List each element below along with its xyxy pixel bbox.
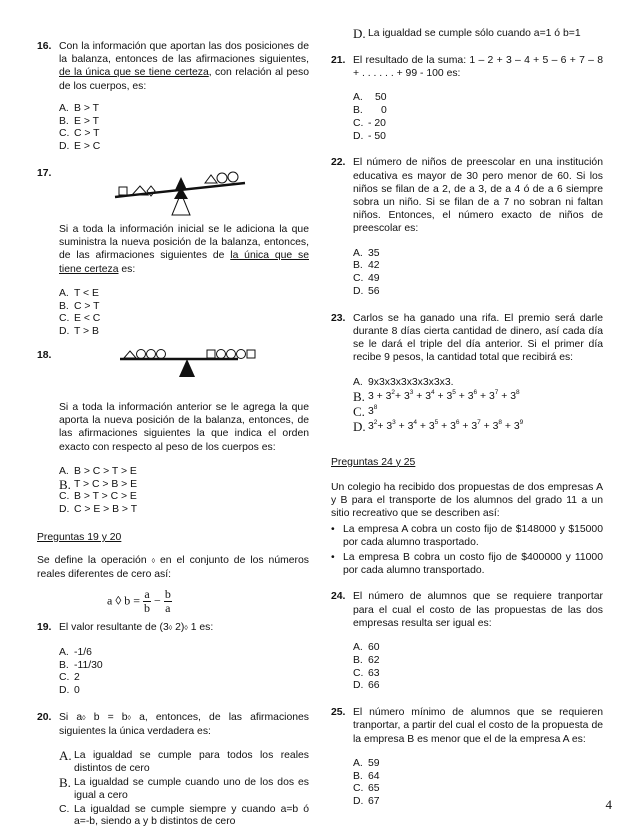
power-base: 3 [368,406,374,418]
option-letter: A. [353,642,363,654]
option-letter: C. [59,313,70,325]
question-text-end: , con relación al peso de los cuerpos, es: [59,67,309,92]
operation-symbol: ◊ [151,558,156,566]
option-letter: B. [353,770,363,782]
question-number: 23. [331,312,346,324]
bullet-icon: • [331,523,335,535]
option-letter: D. [59,685,70,697]
option-letter: D. [353,680,364,692]
option-text: C > T [74,300,100,312]
question-number: 24. [331,591,346,603]
option-letter: B. [353,389,365,405]
option [59,313,309,326]
question-25 [331,706,603,746]
question-number: 16. [37,41,52,52]
option-letter: D. [353,130,364,142]
question-22 [331,156,603,235]
page-number: 4 [605,797,612,812]
option-text: 2 [74,672,80,684]
option-letter: D. [353,419,366,434]
fraction-b-over-a [164,588,172,615]
option-text: 63 [368,667,380,679]
options-24 [353,642,603,693]
option-letter: D. [353,26,366,41]
option-letter: D. [59,141,70,153]
question-16 [37,40,309,93]
option [353,286,603,299]
question-text-end: a, entonces, de las afirmaciones siguientes la única verdadera es: [59,712,309,738]
option [353,642,603,655]
option-letter: D. [353,286,364,297]
option-text: T < E [74,287,99,299]
left-column [37,40,309,826]
option-text: $3 + 3^2+ 3^3 + 3^4 + 3^5 + 3^6 + 3^7 + 3^8$ [368,388,520,403]
question-18 [37,401,309,454]
option-text: 0 [74,685,80,697]
option [353,92,603,105]
option-letter: C. [353,117,364,129]
section-heading-24-25: Preguntas 24 y 25 [331,456,416,468]
option-letter: C. [59,128,70,140]
option [353,771,603,784]
question-number: 19. [37,621,52,633]
option-text: E > C [74,141,101,153]
option [353,377,603,390]
question-17-header [37,167,309,225]
option-text: 0 [381,105,387,116]
balance-scale-figure [87,167,257,219]
fraction-numerator: a [144,586,150,601]
option-text: 9x3x3x3x3x3x3x3. [368,376,454,388]
question-21 [331,54,603,80]
option-text: 67 [368,796,380,808]
fraction-a-over-b [143,588,151,615]
option [59,777,309,803]
option [59,804,309,826]
operation-symbol: ◊ [82,715,86,722]
option [353,668,603,681]
option-text: B > T [74,102,99,114]
option-letter: B. [59,115,69,127]
option [59,476,309,492]
bullet-item [331,523,603,549]
option [59,647,309,660]
bullet-item [331,551,603,577]
option [353,758,603,771]
option [59,491,309,504]
option [59,128,309,141]
formula-lhs: a ◊ b = [107,592,141,607]
option [353,403,603,420]
option [353,28,603,41]
option-text: 60 [368,642,380,654]
option-letter: C. [353,783,364,795]
option [353,680,603,693]
option-text: La igualdad se cumple para todos los reales distintos de cero [74,750,309,775]
question-underlined: de la única que se tiene certeza [59,67,209,79]
option-letter: B. [59,659,69,671]
option [353,796,603,809]
question-number: 21. [331,54,346,66]
option-text: 62 [368,654,380,666]
option-text: B > C > T > E [74,465,137,477]
operation-symbol: ◊ [168,624,173,632]
option-text: -11/30 [74,659,103,671]
option [59,685,309,698]
question-text-mid: b = b [85,712,128,723]
option-text: E > T [74,115,99,127]
option-letter: D. [59,326,70,338]
option [353,118,603,131]
option-letter: B. [59,300,69,312]
option-letter: C. [59,491,70,503]
operation-symbol: ◊ [127,715,131,722]
formula [107,588,309,615]
option-text: 66 [368,680,380,692]
option-letter: A. [353,757,363,769]
option-letter: C. [353,273,364,285]
option-letter: A. [59,748,72,764]
bullet-list [331,523,603,578]
option-letter: A. [353,376,363,388]
option [59,301,309,314]
option [353,105,603,118]
options-17 [59,288,309,339]
option-text: 65 [368,783,380,795]
option-letter: B. [353,260,363,272]
option-letter: C. [353,667,364,679]
question-number: 22. [331,157,346,169]
option [59,672,309,685]
definition-text: Se define la operación [37,555,152,567]
option-text: La igualdad se cumple siempre y cuando a=b ó a=-b, siendo a y b distintos de cero [74,803,309,826]
option [353,260,603,273]
option-letter: B. [59,476,71,492]
question-text-end: es: [118,263,136,275]
bullet-icon: • [331,552,335,564]
question-text: Carlos se ha ganado una rifa. El premio será darle durante 8 días cierta cantidad de dinero, así cada día se le dará el triple del día anterior. Si el primer día recibe 9 pesos, la cantidad total que recibirá es: [353,312,603,364]
option-letter: C. [59,803,70,815]
question-text: El número de alumnos que se requiere tranportar para el cual el costo de las propuestas de las dos empresas resulta ser igual es: [353,591,603,629]
minus-sign: − [154,592,161,607]
option-text: 35 [368,247,380,259]
intro-paragraph: Un colegio ha recibido dos propuestas de dos empresas A y B para el transporte de los alumnos del grado 11 a un sitio recreativo que se describen así: [331,482,603,520]
option [353,131,603,144]
question-number: 17. [37,168,52,179]
option-text: -1/6 [74,646,92,658]
question-17 [37,223,309,276]
option-text: C > E > B > T [74,504,138,516]
question-number: 25. [331,707,346,719]
option-letter: B. [59,775,71,790]
option-text: $3^2+ 3^3 + 3^4 + 3^5 + 3^6 + 3^7 + 3^8 + 3^9$ [368,418,524,432]
operation-definition [37,554,309,581]
option-letter: A. [59,465,69,477]
option [59,103,309,116]
definition-text-end: en el conjunto de los números reales diferentes de cero así: [37,555,309,581]
option [59,660,309,673]
option-text: E < C [74,313,101,325]
options-21 [353,92,603,143]
option [59,326,309,339]
question-text: El número mínimo de alumnos que se requieren tranportar, a partir del cual el costo de la propuesta de la empresa B es menor que el de la empresa A es: [353,707,603,745]
question-text-mid: 2) [172,621,185,633]
option-letter: A. [353,92,363,104]
power-exponent: 8 [373,403,378,411]
options-23 [353,377,603,434]
option-letter: D. [59,504,70,516]
option [59,466,309,479]
option-text: 42 [368,260,380,272]
option-letter: C. [353,404,365,420]
option-letter: A. [59,287,69,299]
fraction-numerator: b [164,586,171,601]
option-text: La igualdad se cumple cuando uno de los dos es igual a cero [74,777,309,801]
question-24 [331,590,603,630]
option-letter: C. [59,672,70,684]
option [59,141,309,154]
option [59,504,309,517]
operation-symbol: ◊ [184,624,188,632]
option-text: - 50 [368,130,386,142]
options-22 [353,248,603,299]
option [353,248,603,261]
question-18-header [37,349,309,401]
question-text: Con la información que aportan las dos posiciones de la balanza, entonces de las afirmaciones siguientes, [59,41,309,66]
option-letter: A. [353,247,363,259]
option-letter: A. [59,646,69,658]
option-text: 56 [368,286,380,297]
option-text: - 20 [368,117,386,129]
question-underlined: la única que se tiene certeza [59,250,309,275]
question-number: 18. [37,350,52,361]
option-text: 50 [375,92,387,104]
option-letter: D. [353,796,364,808]
option [353,783,603,796]
option-text: T > B [74,326,99,338]
option [353,388,603,405]
question-text: Si a toda la información inicial se le adiciona la que suministra la nueva posición de la balanza, entonces, de las afirmaciones siguientes de [59,224,309,262]
balance-scale-figure-2 [82,349,282,399]
option-text: T > C > B > E [74,478,138,490]
question-text: Si a [59,712,83,723]
option-text: 64 [368,770,380,782]
option-letter: B. [353,654,363,666]
option [353,655,603,668]
option-text [368,403,603,419]
option [59,288,309,301]
option-letter: A. [59,102,69,114]
options-18 [59,466,309,517]
options-20 [59,750,309,826]
options-19 [59,647,309,698]
question-number: 20. [37,712,52,723]
option [59,116,309,129]
question-text-end: 1 es: [187,621,214,633]
option-text: La igualdad se cumple sólo cuando a=1 ó b=1 [368,28,581,39]
question-20 [37,711,309,738]
question-text: El valor resultante de (3 [59,621,169,633]
question-text: El resultado de la suma: 1 – 2 + 3 – 4 + 5 – 6 + 7 – 8 + . . . . . . + 99 - 100 es: [353,54,603,79]
right-column [331,28,603,809]
question-text: Si a toda la información anterior se le agrega la que aporta la nueva posición de la balanza, entonces, de las afirmaciones siguientes la que indica el orden exacto con respecto al peso de los cuerpos es: [59,402,309,453]
section-heading-19-20: Preguntas 19 y 20 [37,532,122,543]
option-text: C > T [74,128,100,140]
bullet-text: La empresa A cobra un costo fijo de $148000 y $15000 por cada alumno trasportado. [343,523,603,548]
options-16 [59,103,309,154]
fraction-denominator: a [165,600,171,615]
option-letter: B. [353,105,363,116]
fraction-denominator: b [144,600,151,615]
options-25 [353,758,603,809]
option-text: 59 [368,757,380,769]
question-text: El número de niños de preescolar en una institución educativa es mayor de 30 pero menor de 60. Si los niños se filan de a 2, de a 3, de a 4 ó de a 6 siempre sobra un niño. Si se filan de a 7 no sobran ni faltan niños. Entonces, el número exacto de niños de preescolar es: [353,157,603,235]
option [59,750,309,776]
option-20-d [353,28,603,41]
option [353,273,603,286]
option-text: B > T > C > E [74,491,137,503]
question-19 [37,621,309,635]
bullet-text: La empresa B cobra un costo fijo de $400000 y 11000 por cada alumno transportado. [343,552,603,577]
question-23 [331,312,603,365]
option [353,418,603,434]
option-text: 49 [368,273,380,285]
